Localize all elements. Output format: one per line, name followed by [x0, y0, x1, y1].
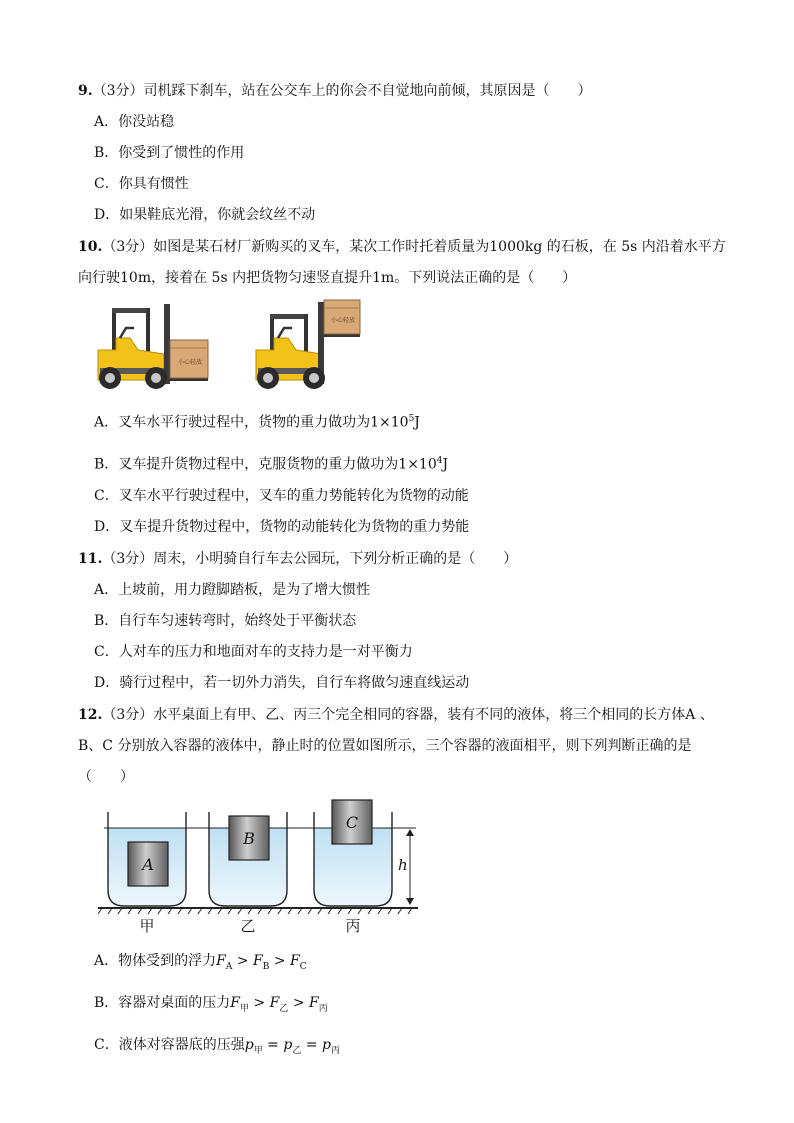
forklift-lifted: [256, 300, 360, 389]
option-c: C．你具有惯性: [94, 176, 189, 192]
svg-text:A: A: [142, 855, 154, 874]
option-c: C．液体对容器底的压强$p_甲 = p_乙 = p_丙$: [94, 1037, 340, 1056]
label-yi: 乙: [240, 917, 256, 935]
question-number: 9: [78, 83, 88, 99]
question-score: （3分）: [92, 83, 144, 99]
question-number: 11: [78, 551, 98, 567]
question-number: 10: [78, 239, 98, 255]
option-c: C．叉车水平行驶过程中，叉车的重力势能转化为货物的动能: [94, 488, 469, 504]
option-d: D．叉车提升货物过程中，货物的动能转化为货物的重力势能: [94, 519, 470, 535]
question-text: 司机踩下刹车，站在公交车上的你会不自觉地向前倾，其原因是（ ）: [143, 83, 592, 99]
question-12-stem-line1: 12.（3分）水平桌面上有甲、乙、丙三个完全相同的容器，装有不同的液体，将三个相同的长方体A 、: [78, 707, 714, 723]
question-text: 如图是某石材厂新购买的叉车，某次工作时托着质量为1000kg 的石板，在 5s 内沿着水平方: [153, 239, 726, 255]
option-d: D．如果鞋底光滑，你就会纹丝不动: [94, 207, 316, 223]
svg-text:B: B: [243, 829, 255, 848]
question-score: （3分）: [102, 551, 154, 567]
height-label: h: [398, 856, 408, 874]
forklift-figure: [90, 298, 380, 390]
containers-figure: [98, 798, 424, 938]
label-bing: 丙: [345, 917, 361, 935]
question-12-stem-line3: （ ）: [78, 769, 134, 785]
question-score: （3分）: [102, 707, 154, 723]
option-b: B．你受到了惯性的作用: [94, 145, 245, 161]
question-text: 水平桌面上有甲、乙、丙三个完全相同的容器，装有不同的液体，将三个相同的长方体A 、: [153, 707, 714, 723]
box-label: 小心轻放: [178, 359, 203, 366]
question-number: 12: [78, 707, 98, 723]
question-11-stem: 11.（3分）周末，小明骑自行车去公园玩，下列分析正确的是（ ）: [78, 551, 518, 567]
question-text: 周末，小明骑自行车去公园玩，下列分析正确的是（ ）: [153, 551, 518, 567]
question-10-stem-line1: 10.（3分）如图是某石材厂新购买的叉车，某次工作时托着质量为1000kg 的石板，在 5s 内沿着水平方: [78, 239, 726, 255]
question-10-stem-line2: 向行驶10m，接着在 5s 内把货物匀速竖直提升1m。下列说法正确的是（ ）: [78, 270, 577, 286]
label-jia: 甲: [139, 917, 155, 935]
forklift-lowered: [98, 304, 208, 389]
question-12-stem-line2: B、C 分别放入容器的液体中，静止时的位置如图所示，三个容器的液面相平，则下列判断正确的是: [78, 738, 692, 754]
option-b: B．自行车匀速转弯时，始终处于平衡状态: [94, 613, 357, 629]
option-b: B．叉车提升货物过程中，克服货物的重力做功为$1\times 10^4J$: [94, 456, 449, 473]
option-a: A．你没站稳: [94, 114, 175, 130]
question-score: （3分）: [102, 239, 154, 255]
svg-text:C: C: [345, 813, 359, 832]
option-a: A．上坡前，用力蹬脚踏板，是为了增大惯性: [94, 582, 371, 598]
option-b: B．容器对桌面的压力$F_甲 > F_乙 > F_丙$: [94, 995, 328, 1014]
option-a: A．物体受到的浮力$F_A > F_B > F_C$: [94, 953, 307, 972]
box-label: 小心轻放: [331, 317, 356, 324]
question-9-stem: 9.（3分）司机踩下刹车，站在公交车上的你会不自觉地向前倾，其原因是（ ）: [78, 83, 592, 99]
option-a: A．叉车水平行驶过程中，货物的重力做功为$1\times 10^5J$: [94, 414, 420, 431]
option-c: C．人对车的压力和地面对车的支持力是一对平衡力: [94, 644, 413, 660]
option-d: D．骑行过程中，若一切外力消失，自行车将做匀速直线运动: [94, 675, 470, 691]
